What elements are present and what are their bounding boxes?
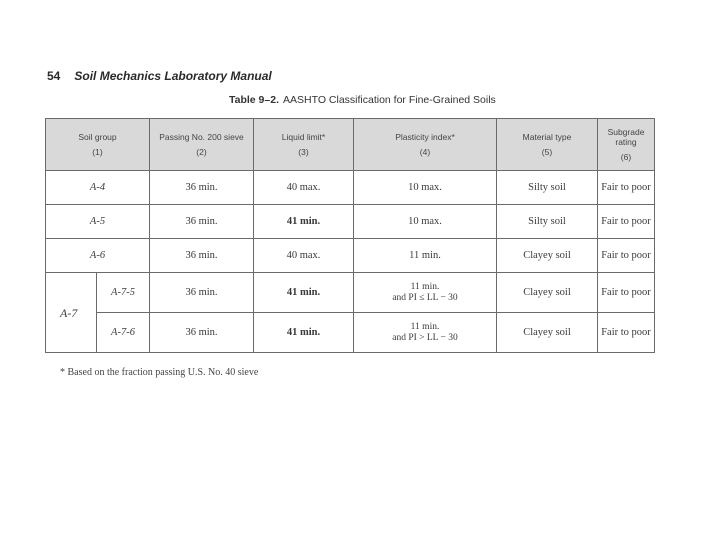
table-caption	[229, 94, 496, 106]
passing-cell: 36 min.	[150, 273, 254, 313]
passing-cell: 36 min.	[150, 171, 254, 205]
liquid-limit-cell: 41 min.	[254, 205, 354, 239]
aashto-classification-table	[45, 118, 655, 353]
header-liquid-limit: Liquid limit* (3)	[254, 119, 354, 171]
material-type-cell: Silty soil	[497, 171, 598, 205]
header-subgrade-rating: Subgrade rating (6)	[598, 119, 655, 171]
header-plasticity-index: Plasticity index* (4)	[354, 119, 497, 171]
soil-group-a7-cell: A-7	[46, 273, 97, 353]
table-title: AASHTO Classification for Fine-Grained Soils	[283, 94, 496, 106]
table-row	[46, 239, 655, 273]
subgrade-rating-cell: Fair to poor	[598, 313, 655, 353]
plasticity-index-cell: 11 min. and PI > LL − 30	[354, 313, 497, 353]
header-material-type: Material type (5)	[497, 119, 598, 171]
liquid-limit-cell: 40 max.	[254, 239, 354, 273]
plasticity-index-cell: 10 max.	[354, 171, 497, 205]
subgrade-rating-cell: Fair to poor	[598, 273, 655, 313]
table-row	[46, 205, 655, 239]
subgrade-rating-cell: Fair to poor	[598, 239, 655, 273]
table-header-row	[46, 119, 655, 171]
subgrade-rating-cell: Fair to poor	[598, 205, 655, 239]
passing-cell: 36 min.	[150, 239, 254, 273]
liquid-limit-cell: 41 min.	[254, 273, 354, 313]
book-title: Soil Mechanics Laboratory Manual	[74, 69, 272, 83]
header-soil-group: Soil group (1)	[46, 119, 150, 171]
soil-subgroup-cell: A-7-5	[97, 273, 150, 313]
plasticity-index-cell: 11 min. and PI ≤ LL − 30	[354, 273, 497, 313]
passing-cell: 36 min.	[150, 205, 254, 239]
soil-group-cell: A-5	[46, 205, 150, 239]
soil-group-cell: A-4	[46, 171, 150, 205]
material-type-cell: Clayey soil	[497, 239, 598, 273]
material-type-cell: Clayey soil	[497, 313, 598, 353]
plasticity-index-cell: 10 max.	[354, 205, 497, 239]
table-row	[46, 313, 655, 353]
subgrade-rating-cell: Fair to poor	[598, 171, 655, 205]
liquid-limit-cell: 40 max.	[254, 171, 354, 205]
table-label: Table 9–2.	[229, 94, 279, 106]
soil-group-cell: A-6	[46, 239, 150, 273]
table-footnote: * Based on the fraction passing U.S. No. 40 sieve	[60, 367, 259, 378]
material-type-cell: Clayey soil	[497, 273, 598, 313]
liquid-limit-cell: 41 min.	[254, 313, 354, 353]
material-type-cell: Silty soil	[497, 205, 598, 239]
page-header	[47, 69, 272, 83]
header-passing: Passing No. 200 sieve (2)	[150, 119, 254, 171]
page-number: 54	[47, 69, 61, 83]
soil-subgroup-cell: A-7-6	[97, 313, 150, 353]
plasticity-index-cell: 11 min.	[354, 239, 497, 273]
table-row	[46, 171, 655, 205]
table-row	[46, 273, 655, 313]
passing-cell: 36 min.	[150, 313, 254, 353]
